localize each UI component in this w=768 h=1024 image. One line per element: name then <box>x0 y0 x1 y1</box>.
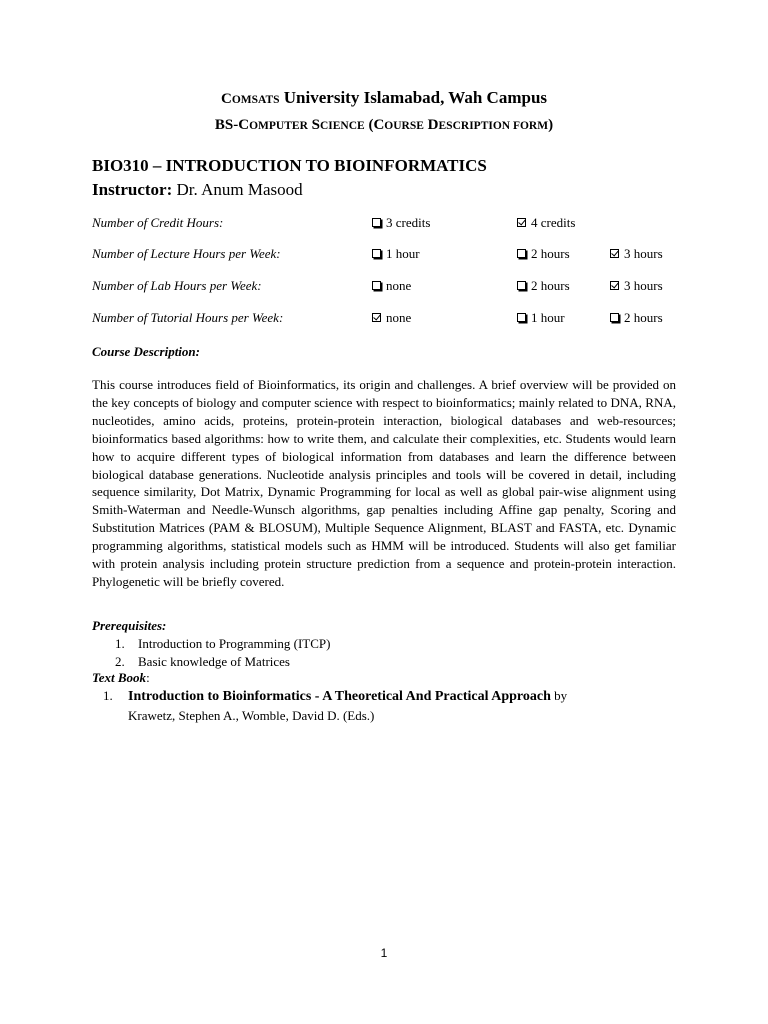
lab-hours-question: Number of Lab Hours per Week: <box>92 278 262 293</box>
option-none[interactable]: none <box>372 276 411 296</box>
option-4-credits[interactable]: 4 credits <box>517 213 575 233</box>
textbook-heading: Text Book: <box>92 670 150 685</box>
form-title: BS-COMPUTER SCIENCE (COURSE DESCRIPTION FORM) <box>214 117 554 133</box>
option-none[interactable]: none <box>372 308 411 328</box>
checkbox-checked-icon[interactable] <box>610 281 619 290</box>
lab-hours-row <box>92 276 692 296</box>
instructor-name: Dr. Anum Masood <box>172 180 303 199</box>
course-description-text: This course introduces field of Bioinformatics, its origin and challenges. A brief overview will be provided on the key concepts of biology and computer science with respect to bioinformatics; mainly related to DNA, RNA, nucleotides, amino acids, proteins, protein-protein interaction, biological databases and web-resources; bioinformatics based algorithms: how to write them, and calculate their complexities, etc. Students would learn how to acquire different types of biological information from databases and learn the difference between biological database generations. Nucleotide analysis principles and tools will be covered in detail, including sequence similarity, Dot Matrix, Dynamic Programming for local as well as global pair-wise alignment using Smith-Waterman and Needle-Wunsch algorithms, gap penalties including Affine gap penalty, Scoring and Substitution Matrices (PAM & BLOSUM), Multiple Sequence Alignment, BLAST and FASTA, etc. Dynamic programming algorithms, statistical models such as HMM will be introduced. Students will also get familiar with protein analysis including protein structure prediction from a sequence and protein-protein interaction. Phylogenetic will be briefly covered. <box>92 377 676 589</box>
checkbox-checked-icon[interactable] <box>372 313 381 322</box>
textbook-item: 1. Introduction to Bioinformatics - A Theoretical And Practical Approach by Krawetz, Stephen A., Womble, David D. (Eds.) <box>103 686 683 725</box>
checkbox-checked-icon[interactable] <box>610 249 619 258</box>
option-1-hour[interactable]: 1 hour <box>372 244 420 264</box>
tutorial-hours-row <box>92 308 692 328</box>
option-3-hours[interactable]: 3 hours <box>610 244 663 264</box>
option-1-hour[interactable]: 1 hour <box>517 308 565 328</box>
textbook-title: Introduction to Bioinformatics - A Theoretical And Practical Approach <box>128 689 551 704</box>
option-2-hours[interactable]: 2 hours <box>610 308 663 328</box>
page-number: 1 <box>380 946 388 960</box>
checkbox-checked-icon[interactable] <box>517 218 526 227</box>
prerequisite-item: 2. Basic knowledge of Matrices <box>115 654 290 669</box>
lecture-hours-row <box>92 244 692 264</box>
option-3-credits[interactable]: 3 credits <box>372 213 430 233</box>
prerequisite-item: 1. Introduction to Programming (ITCP) <box>115 636 331 651</box>
instructor-line <box>92 179 692 201</box>
checkbox-icon[interactable] <box>517 281 526 290</box>
textbook-authors: Krawetz, Stephen A., Womble, David D. (Eds.) <box>128 708 375 723</box>
university-name: COMSATS University Islamabad, Wah Campus <box>220 88 548 107</box>
course-description-heading: Course Description: <box>92 344 200 359</box>
option-3-hours[interactable]: 3 hours <box>610 276 663 296</box>
option-2-hours[interactable]: 2 hours <box>517 276 570 296</box>
prerequisites-heading: Prerequisites: <box>92 618 167 633</box>
checkbox-icon[interactable] <box>517 313 526 322</box>
credit-hours-row <box>92 213 692 233</box>
option-2-hours[interactable]: 2 hours <box>517 244 570 264</box>
checkbox-icon[interactable] <box>372 281 381 290</box>
instructor-label: Instructor: <box>92 180 173 199</box>
checkbox-icon[interactable] <box>517 249 526 258</box>
checkbox-icon[interactable] <box>610 313 619 322</box>
course-title: BIO310 – INTRODUCTION TO BIOINFORMATICS <box>92 156 487 175</box>
credit-hours-question: Number of Credit Hours: <box>92 215 224 230</box>
checkbox-icon[interactable] <box>372 218 381 227</box>
lecture-hours-question: Number of Lecture Hours per Week: <box>92 246 281 261</box>
checkbox-icon[interactable] <box>372 249 381 258</box>
tutorial-hours-question: Number of Tutorial Hours per Week: <box>92 310 284 325</box>
